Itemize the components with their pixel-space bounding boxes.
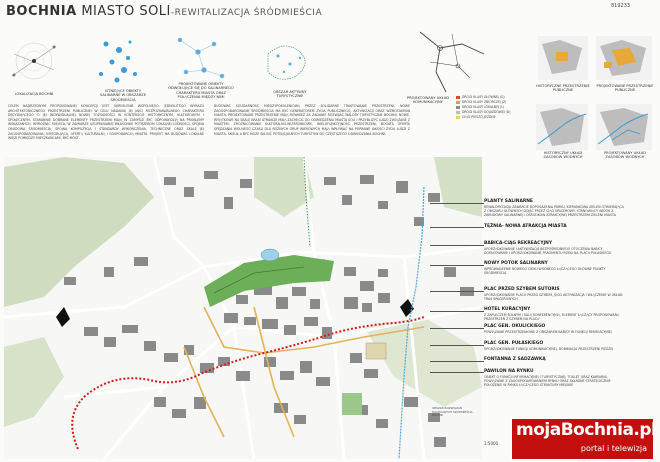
label-pulaskiego-title: PLAC GEN. PUŁASKIEGO <box>484 341 544 346</box>
legend-swatch <box>456 101 460 104</box>
master-plan-svg <box>4 157 482 459</box>
forest-area <box>4 157 154 307</box>
salt-objects-diagram <box>99 41 137 83</box>
market-square <box>366 343 386 359</box>
tourism-diagram <box>268 46 305 79</box>
caption-designed-spaces: PROJEKTOWANE PRZESTRZENIE PUBLICZNE <box>596 84 654 93</box>
label-okulickiego-text: POWIĄZANIE PRZESTRZENIOWE Z OBSZAREM BABICY W FUNKCJI REKREACYJNEJ <box>484 330 612 334</box>
description-col-2: BUDOWAĆ SOLIDARNOŚĆ MIĘDZYPOKOLENIOWĄ PRZEZ SOLIDARNE TRAKTOWANIE PRZESTRZENI, NOWE ZAGOSPODAROWANIE ŚRÓDMIEŚCIA MA BYĆ GENERATOREM ŻYCIA PUBLICZNEGO, AKTYWIZACJI ORAZ WZMOCNIENIA MIASTA. PROJEKTOWANE PRZESTRZENIE MAJĄ RÓWNIEŻ ZA ZADANIE ROZWIJAĆ WALORY TURYSTYCZNE BOCHNI. NOWE, WYJĄTKOWE NA SKALĘ KRAJU ATRAKCJE MAJĄ ZACHĘCIĆ DO ODWIEDZENIA MIASTA SOLI I PRZYBLIŻYĆ LUDZI ZWIĄZANE Z MIASTEM. ZRÓŻNICOWANIE KULTURALNO-WIZERUNKOWE, WIELOFUNKCYJNOŚĆ PRZESTRZENI, BOGATA OFERTA SPĘDZANIA WOLNEGO CZASU DLA RÓŻNYCH GRUP WIEKOWYCH MAJĄ WPŁYWAĆ NA POPRAWĘ JAKOŚCI ŻYCIA LUDZI Z MIASTA. SKOLIŁ A BYĆ MOŻE SKUSIĆ POTENCJALNYCH TURYSTÓW DO CZĘSTSZEGO ODWIEDZANIA BOCHNI. <box>214 104 410 136</box>
label-okulickiego-title: PLAC GEN. OKULICKIEGO <box>484 324 546 329</box>
forest-area <box>364 317 482 407</box>
watermark-tagline: portal i telewizja <box>580 444 647 453</box>
caption-tourism: OBSZAR AKTYWNY TURYSTYCZNIE <box>273 90 307 99</box>
legend-swatch <box>456 96 460 99</box>
legend-swatch <box>456 111 460 114</box>
green-plaza <box>342 393 362 415</box>
label-hotel-title: HOTEL KURACYJNY <box>484 307 531 312</box>
watermark-logo <box>511 418 657 460</box>
caption-connections: PROJEKTOWANE OBIEKTY ODWOŁUJĄCE SIĘ DO SALINARNEGO CHARAKTERU MIASTA ORAZ POŁĄCZENIA MIĘDZY NIMI <box>168 82 234 100</box>
title-city: BOCHNIA <box>6 4 77 19</box>
location-diagram <box>12 43 56 79</box>
forest-area <box>434 157 482 217</box>
historic-spaces-map <box>538 36 588 80</box>
project-number: 819233 <box>611 3 631 9</box>
label-hotel-text: Z ZAPLECZEM SOLNYM I SALĄ KONFERENCYJNĄ, ELEMENT ŁĄCZĄCY PROPONOWANĄ PRZESTRZEŃ Z SZYBEM NA PLACU <box>484 313 620 322</box>
forest-area <box>4 337 64 427</box>
legend-swatch <box>456 106 460 109</box>
map-note: OBSZAR ROZWIĄZAŃ DOCELOWYCH ŚRÓDMIEŚCIA BOCHNI <box>432 406 473 417</box>
label-teznia-title: TĘŻNIA- NOWA ATRAKCJA MIASTA <box>484 224 567 229</box>
caption-salt-objects: ISTNIEJĄCE OBIEKTY SALINARNE W OBSZARZE ŚRÓDMIEŚCIA <box>100 89 146 102</box>
legend-swatch <box>456 116 460 119</box>
label-babica-title: BABICA-CIĄG REKREACYJNY <box>484 241 553 246</box>
label-pawilon-title: PAWILON NA RYNKU <box>484 369 534 374</box>
water-maps <box>528 104 658 174</box>
caption-historic-water: HISTORYCZNY UKŁAD ZASOBÓW WODNYCH <box>543 151 583 160</box>
connections-diagram <box>178 38 224 78</box>
watermark-brand: mojaBochnia.pl <box>516 420 657 440</box>
label-sutoris-text: UPORZĄDKOWANIE PLACU PRZED SZYBEM, JEGO AKTYWIZACJA I WŁĄCZENIE W UKŁAD TRAS SPACEROWYCH <box>484 293 623 302</box>
caption-communication: PROJEKTOWANY UKŁAD KOMUNIKACYJNY <box>407 96 449 105</box>
label-pawilon-text: OBIEKT O FUNKCJI INFORMACYJNEJ I TURYSTYCZNEJ, TOALET ORAZ KAWIARNI. POWIĄZANIE Z ZAGOSPODAROWANIEM RYNKU ORAZ SKŁADNE STRATEGICZNIE POŁOŻENIE W RYNKU ŁĄCZĄCEGO STRUKTURY MIEJSKIE <box>484 375 611 388</box>
legend-item-main: DROGI KLASY GŁÓWNEJ (G) <box>456 95 505 99</box>
legend-item-local: DROGI KLASY LOKALNEJ (L) <box>456 105 504 109</box>
master-plan-map <box>4 157 482 459</box>
title-subtitle: -REWITALIZACJA ŚRÓDMIEŚCIA <box>170 8 323 18</box>
label-potok-text: WPROWADZENIE NOWEGO CIEKU WODNEGO ŁĄCZĄCEGO GŁÓWNE PUNKTY ŚRÓDMIEŚCIA <box>484 267 606 276</box>
label-fontanna-title: FONTANNA Z SADZAWKĄ <box>484 357 546 362</box>
legend-item-pedestrian: CIĄGI PIESZO-JEZDNE <box>456 115 496 119</box>
caption-historic-spaces: HISTORYCZNE PRZESTRZENIE PUBLICZNE <box>536 84 590 93</box>
legend-item-access: DROGI KLASY DOJAZDOWEJ (D) <box>456 110 510 114</box>
communication-diagram <box>420 32 484 92</box>
designed-spaces-map <box>596 36 652 80</box>
graduation-tower <box>261 249 279 261</box>
designed-water-map <box>596 104 652 150</box>
label-pulaskiego-text: UPORZĄDKOWANIE FUNKCJI KOMUNIKACYJNEJ, DOMINACJA PRZESTRZENI PIESZEJ <box>484 347 614 351</box>
label-sutoris-title: PLAC PRZED SZYBEM SUTORIS <box>484 287 560 292</box>
label-planty-title: PLANTY SALINARNE <box>484 199 533 204</box>
title-rest: MIASTO SOLI <box>81 4 171 19</box>
label-babica-text: UPORZĄDKOWANIE I AKTYWIZACJA BEZPOŚREDNIEGO OTOCZENIA BABICY, DOPASOWANIE I UPORZĄDKOWANIE FRAGMENTU RZEKI NA PLACU PUŁASKIEGO <box>484 247 612 256</box>
caption-location: LOKALIZACJA BOCHNI <box>14 92 54 96</box>
historic-water-map <box>536 104 588 150</box>
label-planty-text: REWALORYZACJA ZAWARCIE DOPOSAŻENIA PARKU, KIERUNKOWA ZIELEŃ OTWIERAJĄCA Z OBSZARU GŁÓWNYCH DOJŚĆ PRZEZ CIĄG SPACEROWY, STANOWIĄCY WIDOK Z ZABUDOWY SALINARNEJ I OŚRODKÓW ATRAKCYJNEJ PRZESTRZENI ZIELENI MIASTA <box>484 205 624 218</box>
legend-item-collector: DROGI KLASY ZBIORCZEJ (Z) <box>456 100 506 104</box>
caption-designed-water: PROJEKTOWANY UKŁAD ZASOBÓW WODNYCH <box>604 151 646 160</box>
label-potok-title: NOWY POTOK SALINARNY <box>484 261 548 266</box>
map-scale: 1:5000 <box>484 441 499 446</box>
description-col-1: CELEM NADRZĘDNYM PROPONOWANEJ KONCEPCJI JEST OKREŚLENIE WSPÓLNEGO, JEDNOLITEGO WYRAZU ARCHITEKTONICZNEGO PRZESTRZENI PUBLICZNEJ W CELU NADANIA JEJ JAKO ROZPOZNAWALNEGO CHARAKTERU DECYDUJĄCEGO O JEJ INDYWIDUALNEJ NOWEJ TOŻSAMOŚCI W KONTEKŚCIE HISTORYCZNYM, KULTUROWYM I SPOŁECZNYM. STARANNIE DOBRANE ELEMENTY PRZESTRZENI MAJĄ W ZAMYŚLE BYĆ ODPOWIEDZIĄ NA PROBLEMY WSKAZANYCH, WYRÓŻNIĆ MIEJSCA, W ZAMIARZE UZUPEŁNIANEJ WŁAŚCIWIE POTRZEBOM LOKALNEJ LUDNOŚCI. SPÓJNA OBUDOWA ŚRÓDMIEŚCIA, SPÓJNA KOMPOZYCJA I STANDARDY WYKOŃCZENIA, TECHNICZNE ORAZ SKALĘ JEJ ZAGOSPODAROWANIA, INTEGRUJĄCA, OFERTĄ KULTURALNĄ I GOSPODARCZĄ MIASTA. PROJEKT MA BUDOWAĆ LOKALNE WIĘZI POMIĘDZY MIESZKAŃCAMI, BYĆ MOST <box>8 104 204 141</box>
